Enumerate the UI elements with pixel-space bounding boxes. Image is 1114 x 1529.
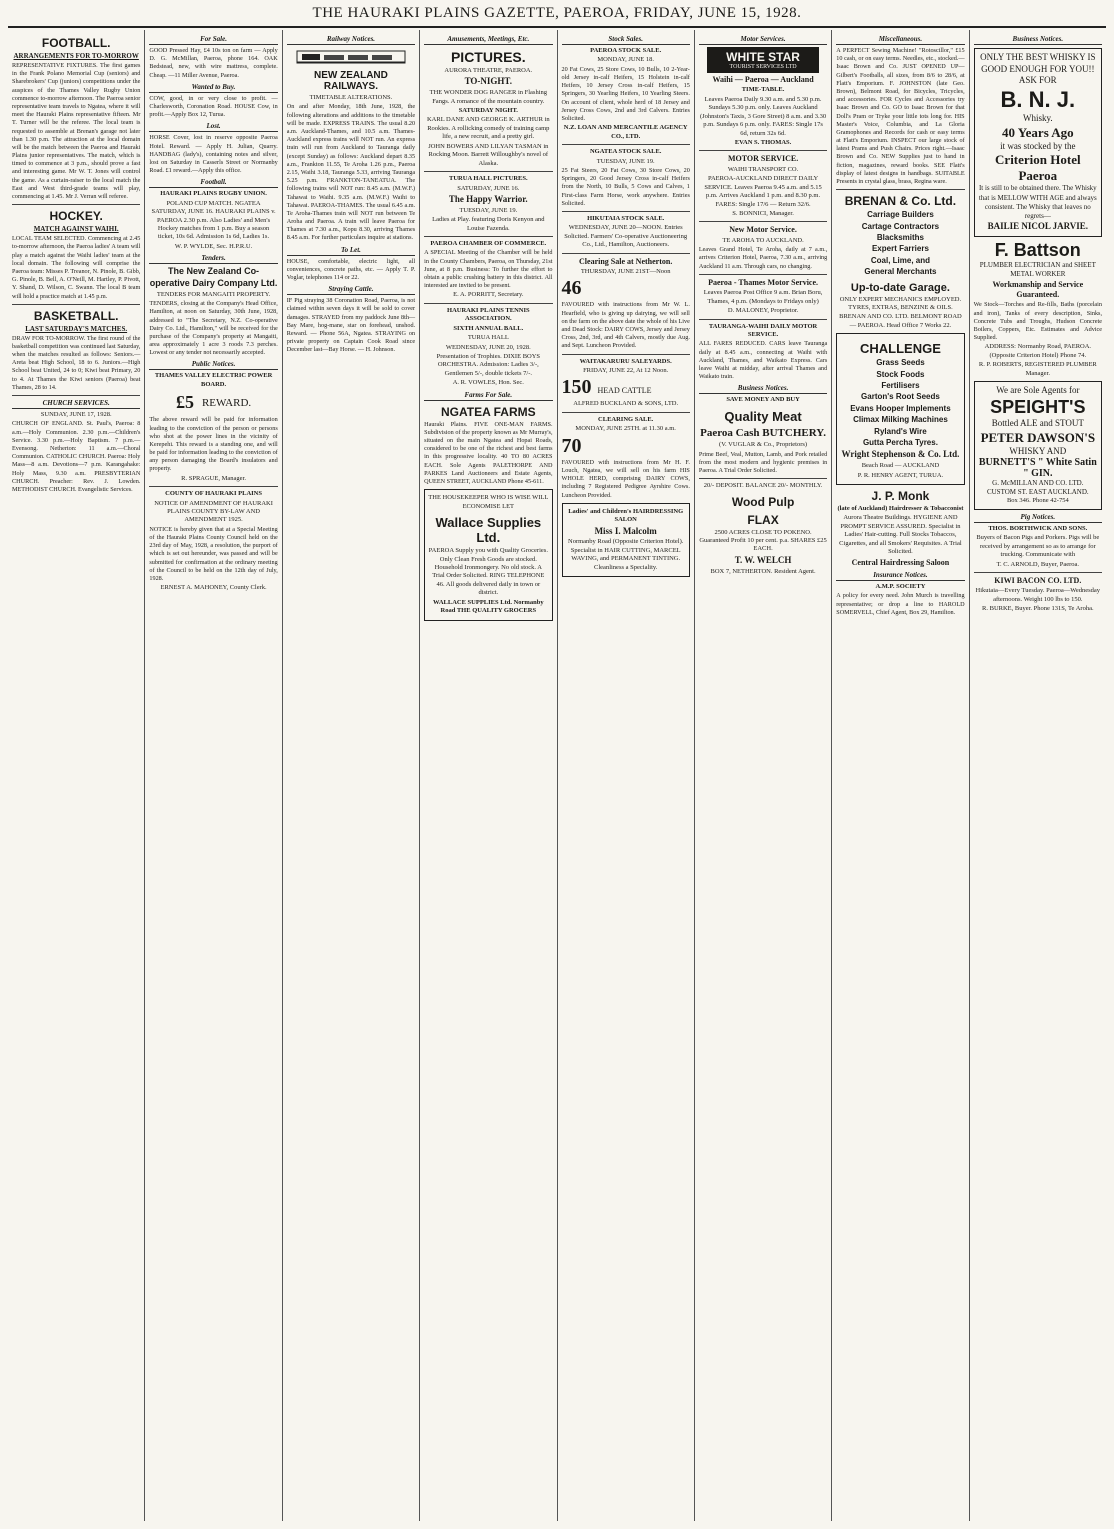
wright-agent: P. R. HENRY AGENT, TURUA.: [857, 471, 944, 479]
welch-address: BOX 7, NETHERTON. Resident Agent.: [710, 567, 816, 575]
challenge-products: [840, 358, 960, 448]
ngatea-stock-title: NGATEA STOCK SALE.: [589, 148, 662, 156]
divider: [836, 189, 964, 190]
tauranga-waihi-body: ALL FARES REDUCED. CARS leave Tauranga daily at 8.45 a.m., connecting at Waihi with Auckland, Thames, and Waikato Express. Cars leave Waihi at midday, after arrival Thames and Waikato train.: [698, 340, 828, 381]
railways-title: NEW ZEALAND RAILWAYS.: [313, 70, 388, 92]
business-notices-heading-2: Business Notices.: [974, 35, 1102, 45]
power-board-notice: The above reward will be paid for information leading to the conviction of the person or persons who shot at the power lines in the vicinity of Kerepehi. This reward is a standing one, and will be paid for information leading to the conviction of any person damaging the Board's insulators and property.: [149, 416, 278, 473]
save-money-line: SAVE MONEY AND BUY: [726, 396, 800, 404]
column-8: [970, 30, 1106, 1521]
brenan-title: BRENAN & Co. Ltd.: [844, 194, 957, 209]
lost-heading: Lost.: [149, 122, 277, 132]
paeroa-stock-title: PAEROA STOCK SALE.: [590, 47, 662, 54]
ball-details: Presentation of Trophies. DIXIE BOYS ORCHESTRA. Admission: Ladies 3/-, Gentlemen 5/-, double tickets 7/-.: [436, 352, 541, 377]
thames-motor-title: Paeroa - Thames Motor Service.: [708, 277, 819, 287]
ball-title: SIXTH ANNUAL BALL.: [453, 324, 524, 332]
burnett-gin: BURNETT'S " White Satin " GIN.: [978, 457, 1097, 480]
hikutaia-details: WEDNESDAY, JUNE 20—NOON. Entries Solicited. Farmers' Co-operative Auctioneering Co., Ltd., Hamilton, Auctioneers.: [564, 224, 688, 249]
white-star-sign: EVAN S. THOMAS.: [734, 139, 792, 147]
tauranga-waihi-title: TAURANGA-WAIHI DAILY MOTOR SERVICE.: [708, 322, 818, 338]
film-saturday-1: KARL DANE AND GEORGE K. ARTHUR in Rookies. A rollicking comedy of training camp life, a new recruit, and a pretty girl.: [426, 116, 550, 141]
film-saturday-2: JOHN BOWERS AND LILYAN TASMAN in Rocking Moon. Barrett Willoughby's novel of Alaska.: [428, 142, 549, 167]
column-7: [832, 30, 969, 1521]
motor-services-heading: Motor Services.: [699, 35, 827, 45]
turua-title: TURUA HALL PICTURES.: [449, 175, 528, 183]
film-tonight: THE WONDER DOG RANGER in Flashing Fangs. A romance of the mountain country.: [429, 89, 548, 105]
customs-street: CUSTOM ST. EAST AUCKLAND.: [986, 488, 1089, 497]
monk-body: Aurora Theatre Buildings. HYGIENE AND PROMPT SERVICE ASSURED. Specialist in Ladies' Hair-cutting. Full Stocks Tobaccos, Cigarettes, and all Smokers' Requisites. A Trial Solicited.: [839, 514, 962, 556]
wallace-ad: [424, 489, 552, 620]
ngatea-farms-body: Hauraki Plains. FIVE ONE-MAN FARMS. Subdivision of the property known as Mr Murray's, situated on the main Ngatea and Hopai Roads, considered to be one of the richest and best farms in this progressive locality. 40 TO 80 ACRES EACH. Sole Agents PALETHORPE AND PARKES Land Auctioneers and Estate Agents, QUEEN STREET, AUCKLAND Phone 45-611.: [424, 420, 553, 485]
railway-heading: Railway Notices.: [287, 35, 415, 45]
church-date: SUNDAY, JUNE 17, 1928.: [40, 411, 112, 418]
whisky-body: It is still to be obtained there. The Whisky that is MELLOW WITH AGE and always consistent. The Whisky that leaves no regrets—: [978, 184, 1097, 220]
challenge-product-line: Ryland's Wire: [874, 426, 927, 436]
brenan-services: [836, 210, 964, 277]
miscellaneous-ads: A PERFECT Sewing Machine! "Rotoscillor," £15 10 cash, or on easy terms. Needles, etc., stocked.—Isaac Brown and Co. JUST OPENED UP—Gilbert's Footballs, all sizes, from 8/6 to 28/6, at Flatt's Emporium. F. JOHNSTON (late Geo. Brown), Belmont Road, for Bicycles, Tricycles, and accessories. FOR Cycles and Accessories try Isaac Brown and Co. GO to Isaac Brown for that Doll's Pram or Tryke your little tots long for. HIS Master's Voice, Columbia, and La Gloria Gramophones and Records for cash or easy terms at Flatt's Emporium. INSPECT our large stock of latest Prams and Push Chairs. Prices right.—Isaac Brown and Co. NEW Supplies just to hand in fiction, magazines, reward books. SEE Flatt's display of latest designs in handbags. SUITABLE Presents in crystal glass, brass, Regina ware.: [836, 47, 965, 185]
pig-body: Buyers of Bacon Pigs and Porkers. Pigs will be received by arrangement so as to arrange for trucking. Communicate with: [976, 534, 1100, 559]
stock-sales-heading: Stock Sales.: [562, 35, 690, 45]
columns: [8, 30, 1106, 1521]
tenders-heading: Tenders.: [149, 254, 277, 264]
reward-word: REWARD.: [201, 396, 252, 409]
power-board-sign: R. SPRAGUE, Manager.: [181, 474, 246, 482]
church-heading: CHURCH SERVICES.: [12, 399, 140, 409]
to-let-ad: HOUSE, comfortable, electric light, all conveniences, concrete paths, etc. — Apply T. P. Voglar, telephones 114 or 22.: [286, 257, 416, 281]
divider: [424, 303, 552, 304]
saturday-label: SATURDAY NIGHT.: [458, 107, 518, 114]
tonight-label: TO-NIGHT.: [464, 76, 513, 87]
clearing-sale-title: Clearing Sale at Netherton.: [579, 256, 673, 266]
white-star-name: WHITE STAR: [726, 50, 800, 64]
dairy-tender-body: TENDERS, closing at the Company's Head Office, Hamilton, at noon on Saturday, 30th June, 1928, addressed to "The Secretary, N.Z. Co-operative Dairy Co. Ltd., Hamilton," will be received for the purchase of the Company's property at Mangaiti, area approximately 1 acre 3 roods 7.3 perches. Lowest or any tender not necessarily accepted.: [149, 300, 278, 357]
insurance-heading: Insurance Notices.: [836, 571, 964, 581]
pictures-title: PICTURES.: [450, 49, 526, 65]
football-article: REPRESENTATIVE FIXTURES. The first games in the Frank Polano Memorial Cup (seniors) and Sharebrokers' Cup (juniors) competitions under the auspices of the Thames Valley Rugby Union commence to-morrow afternoon. The Paeroa senior representative team travels to Ngatea, where it will meet the Hauraki Plains representative fifteen. Mr T. Turner will be the referee. The local team is requested to assemble at Brenan's garage not later than 1.30 p.m. The attraction at the local domain will be the match between the Paeroa and Hauraki Plains junior representatives. The match, which is timed to commence at 3 p.m., should prove a fast and interesting game. Mr W. T. Jones will control the game. As a curtain-raiser to the local match the East and West third-grade teams will play, commencing at 1.45. Mr J. Verran will referee.: [12, 62, 141, 200]
rugby-union-notice: POLAND CUP MATCH. NGATEA SATURDAY, JUNE 16. HAURAKI PLAINS v. PAEROA 2.30 p.m. Also Ladies' and Men's Hockey matches from 1 p.m. Buy a season ticket, 10s 6d. Admission 1s 6d, Ladies 1s.: [151, 199, 276, 241]
garage-title: Up-to-date Garage.: [850, 281, 950, 294]
battson-address: ADDRESS: Normanby Road, PAEROA. (Opposite Criterion Hotel) Phone 74.: [984, 343, 1092, 359]
masthead: THE HAURAKI PLAINS GAZETTE, PAEROA, FRIDAY, JUNE 15, 1928.: [8, 0, 1106, 28]
workmanship-line: Workmanship and Service Guaranteed.: [992, 279, 1084, 300]
bnj-title: B. N. J.: [1000, 87, 1076, 113]
hairdressing-body: Normanby Road (Opposite Criterion Hotel). Specialist in HAIR CUTTING, MARCEL WAVING, and PERMANENT TINTING. Cleanliness a Speciality.: [568, 538, 684, 571]
amusements-heading: Amusements, Meetings, Etc.: [424, 35, 552, 45]
ngatea-stock-date: TUESDAY, JUNE 19.: [596, 157, 655, 165]
wright-sub: Beach Road — AUCKLAND: [861, 462, 940, 470]
box-phone: Box 346. Phone 42-754: [1006, 497, 1069, 505]
ward-motor-sign: S. BONNICI, Manager.: [732, 210, 794, 218]
challenge-product-line: Fertilisers: [881, 381, 920, 391]
county-subheading: NOTICE OF AMENDMENT OF HAURAKI PLAINS COUNTY BY-LAW AND AMENDMENT 1925.: [154, 499, 273, 524]
burke-buyer: R. BURKE, Buyer. Phone 131S, Te Aroha.: [982, 605, 1094, 613]
bottled-line: Bottled ALE and STOUT: [991, 417, 1084, 428]
mcmillan-name: G. McMILLAN AND CO. LTD.: [992, 479, 1084, 488]
divider: [562, 144, 690, 145]
miscellaneous-heading: Miscellaneous.: [836, 35, 964, 45]
column-2: [145, 30, 282, 1521]
divider: [424, 171, 552, 172]
brenan-service-line: General Merchants: [864, 267, 937, 277]
brenan-service-line: Carriage Builders: [867, 210, 934, 220]
loan-agency-sign: N.Z. LOAN AND MERCANTILE AGENCY CO., LTD.: [563, 124, 688, 140]
arnold-buyer: T. C. ARNOLD, Buyer, Paeroa.: [996, 560, 1080, 568]
rugby-union-sign: W. P. WYLDE, Sec. H.P.R.U.: [174, 242, 253, 250]
divider: [699, 478, 827, 479]
hairdresser-name: Miss I. Malcolm: [594, 525, 657, 536]
white-star-times: Leaves Paeroa Daily 9.30 a.m. and 5.30 p.m. Sundays 5.30 p.m. only. Leaves Auckland (Johnston's Taxis, 3 Gore Street) 8 a.m. and 3.30 p.m. Sundays 6 p.m. only. FARES: Single 17s 6d, return 32s 6d.: [699, 95, 827, 137]
basketball-article: DRAW FOR TO-MORROW. The first round of the basketball competition was continued last Saturday, when the matches resulted as follows: Seniors.—Areta beat High School, 18 to 6. Juniors.—High School beat United, 24 to 0; Kiwi beat Primary, 20 to 4. At Thames the Kiwi seniors (Paeroa) beat Thames, 28 to 14.: [12, 334, 141, 391]
years-ago: 40 Years Ago: [1001, 124, 1074, 140]
county-notice: NOTICE is hereby given that at a Special Meeting of the Hauraki Plains County Council held on the 23rd day of May, 1928, a resolution, the purport of which is set out hereunder, was passed and will be submitted for confirmation at the ordinary meeting of the Council to be held on the 12th day of July, 1928.: [149, 525, 278, 582]
divider: [424, 236, 552, 237]
farms-heading: Farms For Sale.: [424, 391, 552, 401]
basketball-subheading: LAST SATURDAY'S MATCHES.: [25, 324, 128, 333]
monk-title: J. P. Monk: [871, 488, 930, 503]
challenge-product-line: Grass Seeds: [876, 358, 925, 368]
battson-sub: PLUMBER ELECTRICIAN and SHEET METAL WORKER: [979, 260, 1096, 278]
clearing-2-date: MONDAY, JUNE 25TH. at 11.30 a.m.: [575, 425, 676, 433]
ball-venue: TURUA HALL: [467, 334, 509, 342]
dairy-tender-subheading: TENDERS FOR MANGAITI PROPERTY.: [156, 290, 271, 298]
new-motor-body: Leaves Grand Hotel, Te Aroha, daily at 7 a.m., arrives Criterion Hotel, Paeroa, 7.30 a.m., arriving Auckland 11 a.m. Through cars, no changing.: [698, 246, 828, 270]
clearing-sale-body: FAVOURED with instructions from Mr W. L. Hearfield, who is giving up dairying, we will sell on the farm on the above date the whole of his Live and Dead Stock: DAIRY COWS, Jersey and Jersey Cross, 2nd, 3rd, and 4th Calvers, mostly due Aug. and Sept. Luncheon Provided.: [561, 301, 690, 350]
ball-date: WEDNESDAY, JUNE 20, 1928.: [445, 343, 531, 351]
brenan-service-line: Coal, Lime, and: [870, 255, 930, 265]
reward-banner: [149, 392, 277, 413]
welch-name: T. W. WELCH: [734, 554, 792, 565]
football-notice-heading: Football.: [149, 178, 277, 188]
brenan-service-line: Cartage Contractors: [861, 221, 940, 231]
straying-ads: IF Pig straying 38 Coronation Road, Paeroa, is not claimed within seven days it will be sold to cover damages. STRAYED from my paddock June 8th—Bay Mare, hog-mane, star on forehead, unshod. Reward. — Phone 56A, Ngatea. STRAYING on private property on Captain Cook Road since December last—Bay Horse. — H. Johnson.: [286, 297, 416, 354]
waitakaruru-count: 150: [561, 376, 592, 399]
wallace-body: PAEROA Supply you with Quality Groceries. Only Clean Fresh Goods are stocked. Household Ironmongery. No old stock. A Trial Order Solicited. RING TELEPHONE 46. All goods delivered daily in town or district.: [428, 547, 548, 597]
divider: [149, 486, 277, 487]
brenan-service-line: Expert Farriers: [871, 244, 929, 254]
church-services: CHURCH OF ENGLAND. St. Paul's, Paeroa: 8 a.m.—Holy Communion. 2.30 p.m.—Children's Service. 3.30 p.m.—Holy Baptism. 7 p.m.—Evensong. Netherton: 11 a.m.—Choral Communion. CATHOLIC CHURCH. Paeroa: Holy Mass—8 a.m. Devotions—7 p.m. Karangahake: Holy Mass, 9.30 a.m. PRESBYTERIAN CHURCH. Preacher: Rev. J. Lowden. METHODIST CHURCH. Evangelistic Services.: [12, 420, 141, 493]
challenge-product-line: Stock Foods: [876, 369, 925, 379]
column-1: [8, 30, 145, 1521]
clearing-sale-count: 46: [561, 277, 582, 300]
speights-ad: [974, 381, 1102, 510]
football-heading: FOOTBALL.: [41, 36, 111, 50]
white-star-tag: TOURIST SERVICES LTD: [729, 64, 797, 70]
county-title: COUNTY OF HAURAKI PLAINS: [165, 490, 262, 498]
turua-film-2: Ladies at Play. featuring Doris Kenyon and Louise Fazenda.: [432, 216, 545, 232]
chamber-sign: E. A. PORRITT, Secretary.: [453, 291, 524, 299]
divider: [562, 253, 690, 254]
speights-title: SPEIGHT'S: [990, 396, 1086, 417]
divider: [562, 412, 690, 413]
waitakaruru-title: WAITAKARURU SALEYARDS.: [579, 357, 672, 365]
waitakaruru-date: FRIDAY, JUNE 22, At 12 Noon.: [583, 367, 669, 375]
divider: [12, 204, 140, 205]
challenge-title: CHALLENGE: [859, 341, 941, 357]
ward-motor-title: MOTOR SERVICE.: [727, 154, 799, 164]
power-board-title: THAMES VALLEY ELECTRIC POWER BOARD.: [154, 372, 273, 388]
amp-body: A policy for every need. John Murch is travelling representative; or drop a line to HAROLD SOMERVELL, Chief Agent, Box 29, Hamilton.: [836, 592, 965, 616]
battson-body: We Stock—Torches and Re-fills, Baths (porcelain and iron), Tanks of every description, Sinks, Concrete Tubs and Troughs, Hudson Concrete Boilers, Coppers, Etc. Estimates and Advice Supplied.: [973, 301, 1102, 342]
whisky-ad: [974, 48, 1102, 237]
deposit-line: 20/- DEPOSIT. BALANCE 20/- MONTHLY.: [703, 482, 823, 490]
brenan-sign: BRENAN AND CO. LTD. BELMONT ROAD — PAEROA. Head Office 7 Works 22.: [839, 313, 962, 329]
hairdressing-ad: [562, 503, 690, 577]
timetable-label: TIME-TABLE.: [741, 86, 785, 94]
county-sign: ERNEST A. MAHONEY, County Clerk.: [160, 584, 267, 592]
for-sale-ads: GOOD Pressed Hay, £4 10s ton on farm — Apply D. G. McMillan, Paeroa, phone 164. OAK Bedstead, new, with wire mattress, complete. Cheap. —11 Miller Avenue, Paeroa.: [149, 47, 278, 79]
divider: [699, 319, 827, 320]
divider: [12, 304, 140, 305]
clearing-2-count: 70: [561, 434, 582, 457]
ngatea-farms-title: NGATEA FARMS: [440, 404, 536, 419]
waitakaruru-head: HEAD CATTLE: [597, 386, 652, 396]
rugby-union-title: HAURAKI PLAINS RUGBY UNION.: [160, 190, 267, 198]
turua-film: The Happy Warrior.: [448, 193, 528, 204]
flax-title: FLAX: [747, 512, 779, 527]
column-6: [695, 30, 832, 1521]
kiwi-bacon-body: Hikutaia—Every Tuesday. Paeroa—Wednesday afternoons. Weight 100 lbs to 150.: [975, 587, 1101, 603]
route-title: Waihi — Paeroa — Auckland: [712, 75, 814, 84]
wallace-footer: WALLACE SUPPLIES Ltd. Normanby Road THE QUALITY GROCERS: [433, 598, 544, 615]
thames-motor-sign: D. MALONEY, Proprietor.: [727, 307, 799, 315]
sole-agents: We are Sole Agents for: [996, 385, 1080, 396]
hockey-heading: HOCKEY.: [49, 209, 103, 224]
whisky-intro: ONLY THE BEST WHISKY IS GOOD ENOUGH FOR YOU!! ASK FOR: [980, 52, 1096, 86]
clearing-2-title: CLEARING SALE.: [598, 415, 654, 423]
stocked-by: it was stocked by the: [1000, 140, 1076, 151]
butchery-body: Prime Beef, Veal, Mutton, Lamb, and Pork retailed from the most modern and hygienic premises in Paeroa. A Trial Order Solicited.: [698, 450, 828, 474]
hairdressing-title: Ladies' and Children's HAIRDRESSING SALON: [568, 507, 684, 524]
turua-date: SATURDAY, JUNE 16.: [457, 184, 520, 192]
white-star-logo: [707, 47, 819, 73]
waitakaruru-sign: ALFRED BUCKLAND & SONS, LTD.: [573, 400, 679, 408]
paeroa-stock-list: 20 Fat Cows, 25 Store Cows, 10 Bulls, 10 2-Year-old Jersey in-calf Heifers, 15 Holstein in-calf Heifers, 10 Jersey Cross in-calf Heifers, 15 Springers, 30 Yearling Heifers, 10 Yearling Steers. On account of client, whole herd of 18 Jersey and Jersey Cross Cows, 2nd and 3rd Calvers. Entries Solicited.: [561, 65, 690, 122]
public-notices-heading: Public Notices.: [149, 360, 277, 370]
divider: [12, 395, 140, 396]
challenge-ad: [836, 333, 964, 485]
basketball-heading: BASKETBALL.: [33, 308, 119, 323]
tennis-title: HAURAKI PLAINS TENNIS ASSOCIATION.: [447, 306, 530, 323]
waitakaruru-count-row: [562, 376, 690, 399]
brenan-service-line: Blacksmiths: [876, 232, 924, 242]
chamber-notice: A SPECIAL Meeting of the Chamber will be held in the County Chambers, Paeroa, on Thursday, 21st June, at 8 p.m. Business: To further the effort to obtain a public crushing battery in this district. All interested are invited to be present.: [424, 249, 553, 290]
column-3: [283, 30, 420, 1521]
lost-ads: HORSE Cover, lost in reserve opposite Paeroa Hotel. Reward. — Apply H. Julian, Quarry. HANDBAG (lady's), containing notes and silver, lost on Saturday in Casserls Street or Normanby Road. £1 reward.—Apply this office.: [149, 134, 278, 175]
monk-sub: (late of Auckland) Hairdresser & Tobacconist: [837, 504, 964, 512]
divider: [699, 150, 827, 151]
ward-motor-sub: WAIHI TRANSPORT CO.: [727, 165, 799, 173]
flax-body: 2500 ACRES CLOSE TO POKENO. Guaranteed Profit 10 per cent. p.a. SHARES £25 EACH.: [699, 528, 827, 553]
to-let-heading: To Let.: [287, 246, 415, 256]
aurora-theatre: AURORA THEATRE, PAEROA.: [444, 67, 533, 74]
wanted-heading: Wanted to Buy.: [149, 83, 277, 93]
wright-title: Wright Stephenson & Co. Ltd.: [841, 449, 960, 460]
pig-notices-heading: Pig Notices.: [974, 513, 1102, 523]
dairy-company-title: The New Zealand Co-operative Dairy Company Ltd.: [149, 266, 278, 288]
paeroa-stock-date: MONDAY, JUNE 18.: [597, 56, 655, 64]
amp-title: A.M.P. SOCIETY: [875, 582, 926, 590]
challenge-product-line: Garton's Root Seeds: [861, 392, 940, 402]
divider: [699, 274, 827, 275]
divider: [562, 354, 690, 355]
new-motor-title: New Motor Service.: [729, 225, 797, 235]
chamber-title: PAEROA CHAMBER OF COMMERCE.: [430, 239, 547, 247]
criterion-hotel: Criterion Hotel Paeroa: [995, 152, 1081, 184]
garage-body: ONLY EXPERT MECHANICS EMPLOYED. TYRES, EXTRAS, BENZINE & OILS.: [839, 295, 962, 311]
thames-motor-body: Leaves Paeroa Post Office 9 a.m. Brian Boru, Thames, 4 p.m. (Mondays to Fridays only): [703, 289, 823, 305]
straying-heading: Straying Cattle.: [287, 285, 415, 295]
whisky-word: Whisky.: [1022, 113, 1053, 124]
divider: [699, 221, 827, 222]
roberts-plumber: R. P. ROBERTS, REGISTERED PLUMBER Manager.: [978, 361, 1097, 377]
column-5: [558, 30, 695, 1521]
turua-tuesday: TUESDAY, JUNE 19.: [459, 206, 518, 214]
wood-pulp-title: Wood Pulp: [731, 494, 795, 509]
whisky-and: WHISKY AND: [1009, 445, 1067, 456]
timetable-subheading: TIMETABLE ALTERATIONS.: [309, 94, 393, 101]
divider: [562, 211, 690, 212]
new-motor-sub: TE AROHA TO AUCKLAND.: [722, 236, 804, 244]
challenge-product-line: Evans Hooper Implements: [850, 403, 951, 413]
butchery-proprietors: (V. VUGLAR & Co., Proprietors): [719, 441, 808, 449]
central-saloon: Central Hairdressing Saloon: [851, 557, 950, 567]
borthwick-title: THOS. BORTHWICK AND SONS.: [988, 524, 1088, 532]
hockey-subheading: MATCH AGAINST WAIHI.: [33, 225, 119, 234]
ngatea-stock-list: 25 Fat Steers, 20 Fat Cows, 30 Store Cows, 20 Springers, 20 Good Jersey Cross in-calf Heifers from the North, 10 Bulls, 5 Cows and Calves, 1 First-class Farm Horse, work anywhere. Entries Solicited.: [561, 166, 690, 207]
challenge-product-line: Climax Milking Machines: [853, 415, 948, 425]
bailie-nicol-jarvie: BAILIE NICOL JARVIE.: [987, 220, 1089, 231]
housekeeper-line: THE HOUSEKEEPER WHO IS WISE WILL ECONOMISE LET: [428, 494, 549, 510]
train-icon: [296, 48, 406, 66]
railway-timetable: On and after Monday, 18th June, 1928, the following alterations and additions to the timetable will be made. EXPRESS TRAINS. The usual 8.20 a.m. Auckland-Thames, and 10.5 a.m. Thames-Auckland express trains will NOT run. An express train will run from Auckland to Tauranga daily (except Sunday) as follows: Auckland depart 8.35 a.m., Frankton 11.55, Te Aroha 1.26 p.m., Paeroa 2.15, Waihi 3.18, Tauranga 5.33, arriving Tauranga 5.25 p.m. FRANKTON-TANEATUA. The following trains will NOT run: 8.45 a.m. (M.W.F.) Tahawai to Waihi. 9.35 a.m. (M.W.F.) Waihi to Tahawai. PAEROA-THAMES. The usual 6.45 a.m. Te Aroha-Thames train will NOT run between Te Aroha and Paeroa. A train will leave Paeroa for Thames at 7.30 a.m., Kopu 8.30, arriving Thames 8.45 a.m. For further particulars inquire at stations.: [286, 103, 416, 242]
wallace-title: Wallace Supplies Ltd.: [435, 515, 542, 546]
column-4: [420, 30, 557, 1521]
peter-dawson: PETER DAWSON'S: [980, 429, 1096, 445]
for-sale-heading: For Sale.: [149, 35, 277, 45]
kiwi-bacon-title: KIWI BACON CO. LTD.: [994, 576, 1082, 586]
ball-sign: A. R. VOWLES, Hon. Sec.: [452, 379, 524, 387]
hikutaia-title: HIKUTAIA STOCK SALE.: [587, 214, 665, 222]
reward-amount: £5: [175, 392, 194, 413]
wanted-ads: COW, good, in or very close to profit. — Charlesworth, Coronation Road. HOUSE Cow, in profit.—Apply Box 12, Turua.: [149, 94, 278, 119]
quality-meat-title: Quality Meat: [724, 408, 802, 424]
football-subheading: ARRANGEMENTS FOR TO-MORROW: [13, 52, 139, 60]
clearing-sale-date: THURSDAY, JUNE 21ST—Noon: [580, 268, 671, 276]
challenge-product-line: Gutta Percha Tyres.: [862, 438, 938, 448]
clearing-2-body: FAVOURED with instructions from Mr H. F. Louch, Ngatea, we will sell on his farm HIS WHOLE HERD, comprising DAIRY COWS, including 7 Registered Pedigree Ayrshire Cows. Luncheon Provided.: [561, 458, 690, 499]
hockey-article: LOCAL TEAM SELECTED. Commencing at 2.45 to-morrow afternoon, the Paeroa ladies' A team will play a match against the Waihi ladies' team at the local domain. The following will comprise the Paeroa team: Misses P. Treanor, N. Pinole, B. Gibb, G. Pinole, B. Bell, A. O'Neill, M. Hartley, P. Pivott, Y. Shand, D. Wilson, C. Swann. The local B team will hold a practice match at 1.45 p.m.: [12, 235, 141, 300]
ward-motor-body: PAEROA-AUCKLAND DIRECT DAILY SERVICE. Leaves Paeroa 9.45 a.m. and 5.15 p.m. Arrives Auckland 1 p.m. and 8.30 p.m. FARES: Single 17/6 — Return 32/6.: [704, 175, 822, 208]
butchery-title: Paeroa Cash BUTCHERY.: [700, 426, 826, 439]
business-notices-heading: Business Notices.: [699, 384, 827, 394]
divider: [974, 572, 1102, 573]
battson-title: F. Battson: [994, 239, 1081, 260]
